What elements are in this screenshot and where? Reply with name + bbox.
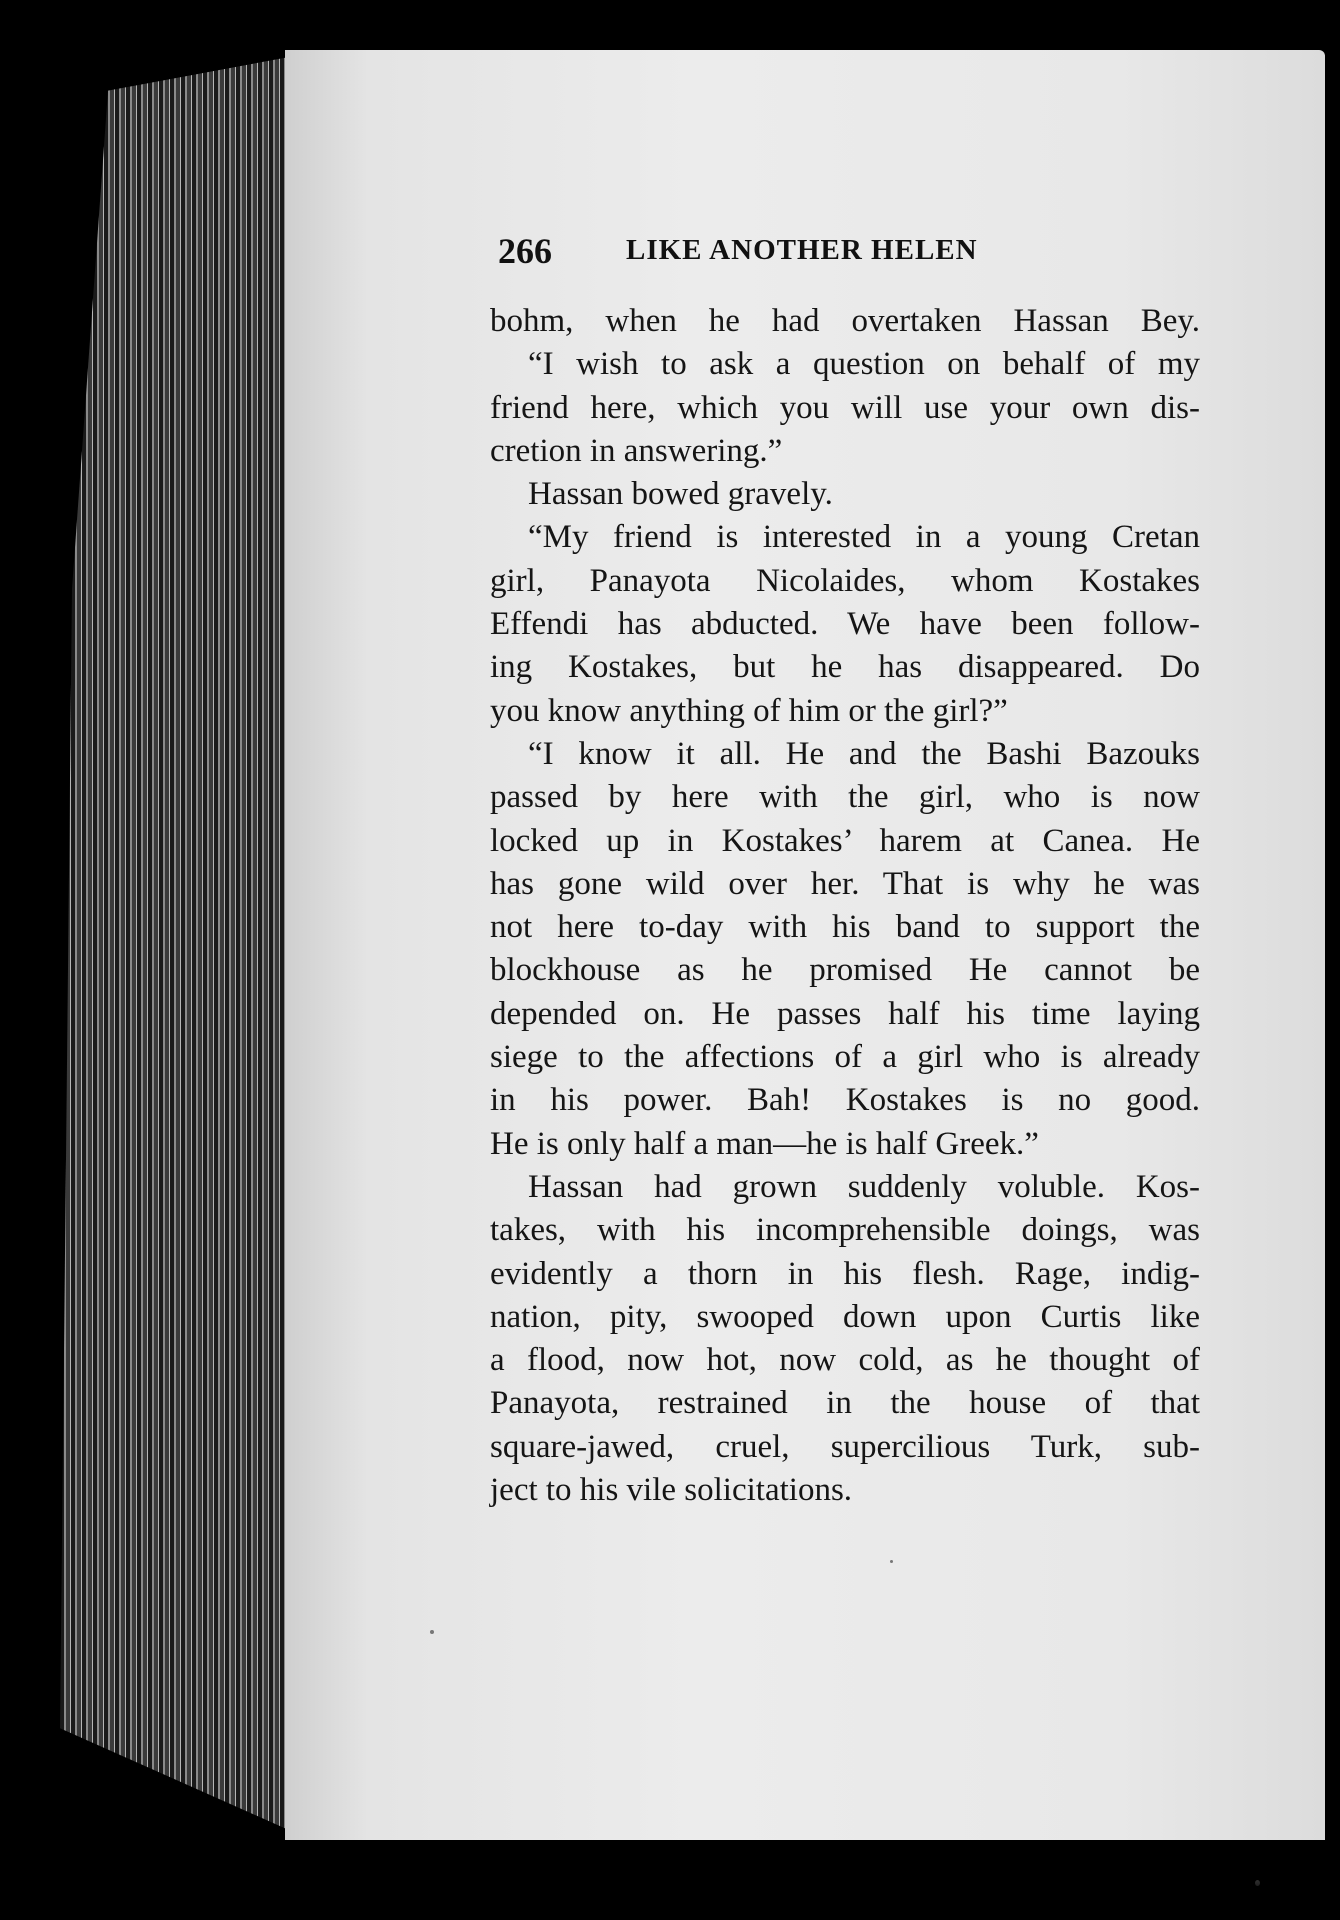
text-line: “I know it all. He and the Bashi Bazouks	[528, 735, 1200, 772]
text-line: Hassan had grown suddenly voluble. Kos-	[528, 1168, 1200, 1205]
body-text	[490, 300, 1200, 1512]
text-line: girl, Panayota Nicolaides, whom Kostakes	[490, 562, 1200, 599]
text-line: has gone wild over her. That is why he was	[490, 865, 1200, 902]
text-line: blockhouse as he promised He cannot be	[490, 952, 1200, 989]
page-bottom-shadow	[0, 1840, 1340, 1920]
running-head	[498, 230, 1078, 280]
text-line: not here to-day with his band to support the	[490, 909, 1200, 946]
text-line: passed by here with the girl, who is now	[490, 779, 1200, 816]
text-line: nation, pity, swooped down upon Curtis like	[490, 1298, 1200, 1335]
page-number: 266	[498, 231, 552, 271]
text-line: square-jawed, cruel, supercilious Turk, sub-	[490, 1428, 1200, 1465]
text-line: takes, with his incomprehensible doings, was	[490, 1212, 1200, 1249]
text-line: ing Kostakes, but he has disappeared. Do	[490, 649, 1200, 686]
text-line: a flood, now hot, now cold, as he thought of	[490, 1342, 1200, 1379]
text-line: “I wish to ask a question on behalf of my	[528, 346, 1200, 383]
text-line: depended on. He passes half his time laying	[490, 995, 1200, 1032]
text-line: Effendi has abducted. We have been follow-	[490, 606, 1200, 643]
text-line: He is only half a man—he is half Greek.”	[490, 1125, 1039, 1162]
scan-speck	[890, 1560, 893, 1563]
text-line: Panayota, restrained in the house of that	[490, 1385, 1200, 1422]
text-line: “My friend is interested in a young Cretan	[528, 519, 1200, 556]
text-line: ject to his vile solicitations.	[490, 1472, 853, 1509]
text-line: in his power. Bah! Kostakes is no good.	[490, 1082, 1200, 1119]
book-title: LIKE ANOTHER HELEN	[626, 234, 978, 266]
text-line: you know anything of him or the girl?”	[490, 692, 1008, 729]
text-line: locked up in Kostakes’ harem at Canea. He	[490, 822, 1200, 859]
text-line: Hassan bowed gravely.	[528, 476, 833, 513]
scan-speck	[430, 1630, 434, 1634]
text-line: evidently a thorn in his flesh. Rage, indig-	[490, 1255, 1200, 1292]
text-line: cretion in answering.”	[490, 432, 783, 469]
book-page-edges	[60, 55, 300, 1835]
text-line: bohm, when he had overtaken Hassan Bey.	[490, 303, 1200, 339]
text-line: siege to the affections of a girl who is already	[490, 1039, 1200, 1076]
text-line: friend here, which you will use your own dis-	[490, 389, 1200, 426]
